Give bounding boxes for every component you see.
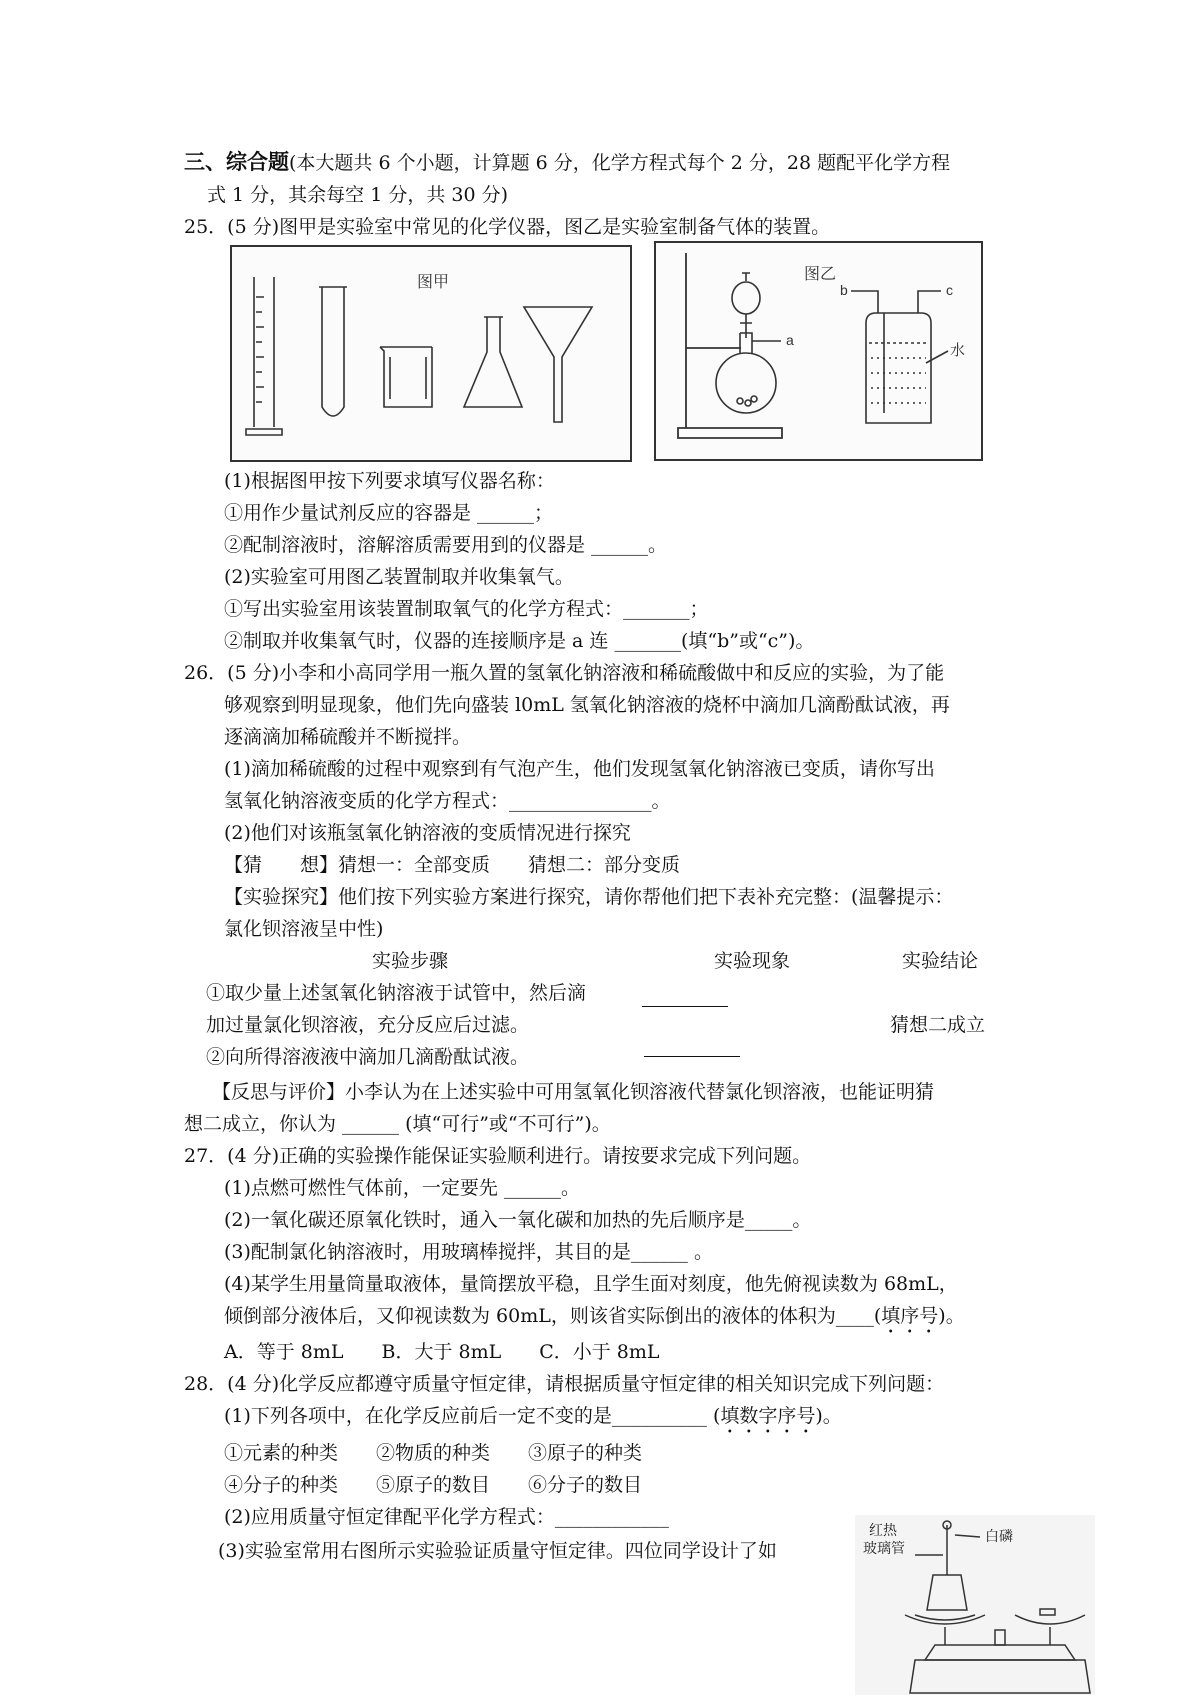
round-flask-icon [716,333,781,413]
q26-reflect-line1: 【反思与评价】小李认为在上述实验中可用氢氧化钡溶液代替氯化钡溶液，也能证明猜 [212,1081,935,1103]
q28-p1-c: )。 [815,1405,842,1427]
q28-options-row1: ①元素的种类 ②物质的种类 ③原子的种类 [224,1442,643,1464]
table-step1-line2: 加过量氯化钡溶液，充分反应后过滤。 [206,1014,530,1036]
q27-p4-line1: (4)某学生用量筒量取液体，量筒摆放平稳，且学生面对刻度，他先俯视读数为 68mL， [224,1273,958,1295]
q28-p2: (2)应用质量守恒定律配平化学方程式：____________ [224,1506,669,1528]
q27-stem: 27．(4 分)正确的实验操作能保证实验顺利进行。请按要求完成下列问题。 [184,1145,812,1167]
separatory-funnel-icon [732,273,760,338]
q25-p2-1: ①写出实验室用该装置制取氧气的化学方程式：_______； [224,598,709,620]
funnel-icon [524,307,592,422]
q26-line3: 逐滴滴加稀硫酸并不断搅拌。 [224,726,472,748]
table-step1-line1: ①取少量上述氢氧化钠溶液于试管中，然后滴 [206,982,587,1004]
q25-p2-2: ②制取并收集氧气时，仪器的连接顺序是 a 连 _______(填“b”或“c”)。 [224,630,815,652]
fig-label-phosphorus: 白磷 [985,1528,1013,1544]
q26-line1: 26．(5 分)小李和小高同学用一瓶久置的氢氧化钠溶液和稀硫酸做中和反应的实验，为了能 [184,662,945,684]
q27-p2: (2)一氧化碳还原氧化铁时，通入一氧化碳和加热的先后顺序是_____。 [224,1209,812,1231]
section-desc-1: (本大题共 6 个小题，计算题 6 分，化学方程式每个 2 分，28 题配平化学方程 [289,152,951,174]
figure-a [230,245,632,462]
label-water: 水 [950,342,966,359]
balance-drawing [855,1515,1095,1695]
q25-p2: (2)实验室可用图乙装置制取并收集氧气。 [224,566,574,588]
q26-p1-line2: 氢氧化钠溶液变质的化学方程式：_______________。 [224,790,671,812]
q26-p2: (2)他们对该瓶氢氧化钠溶液的变质情况进行探究 [224,822,631,844]
label-b: b [840,282,848,298]
fig-label-glass-tube: 玻璃管 [863,1540,905,1556]
table-header-steps: 实验步骤 [372,950,449,972]
q28-options-row2: ④分子的种类 ⑤原子的数目 ⑥分子的数目 [224,1474,643,1496]
q26-guess: 【猜 想】猜想一：全部变质 猜想二：部分变质 [224,854,681,876]
fig-label-hot: 红热 [869,1522,897,1538]
gas-bottle-icon [851,291,948,423]
section-title: 三、综合题 [184,149,289,174]
q25-p1-1: ①用作少量试剂反应的容器是 ______； [224,502,554,524]
test-tube-icon [319,287,347,416]
q27-p3: (3)配制氯化钠溶液时，用玻璃棒搅拌，其目的是______ 。 [224,1241,713,1263]
figure-b [654,241,983,461]
q28-stem: 28．(4 分)化学反应都遵守质量守恒定律，请根据质量守恒定律的相关知识完成下列问题： [184,1373,945,1395]
table-header-phenomenon: 实验现象 [714,950,791,972]
table-header-conclusion: 实验结论 [902,950,979,972]
iron-stand-icon [674,253,782,438]
figure-a-title: 图甲 [417,274,450,291]
q26-explore-line2: 氯化钡溶液呈中性) [224,918,384,940]
q26-p1-line1: (1)滴加稀硫酸的过程中观察到有气泡产生，他们发现氢氧化钠溶液已变质，请你写出 [224,758,935,780]
q26-reflect-line2: 想二成立，你认为 ______ (填“可行”或“不可行”)。 [184,1113,611,1135]
graduated-cylinder-icon [246,277,282,435]
q25-p1: (1)根据图甲按下列要求填写仪器名称： [224,470,555,492]
balance-icon [905,1609,1090,1693]
q27-p4-line2 [224,1304,965,1338]
q28-p1 [224,1404,842,1438]
q27-p4-line2-emph: 填序号 [881,1305,939,1327]
section-header [184,150,950,175]
q26-line2: 够观察到明显现象，他们先向盛装 l0mL 氢氧化钠溶液的烧杯中滴加几滴酚酞试液，再 [224,694,950,716]
q27-options: A．等于 8mL B．大于 8mL C．小于 8mL [224,1341,660,1363]
table-conclusion: 猜想二成立 [890,1014,986,1036]
answer-blank-phenomenon-2[interactable] [644,1056,740,1057]
q26-explore-line1: 【实验探究】他们按下列实验方案进行探究，请你帮他们把下表补充完整：(温馨提示： [224,886,954,908]
figure-b-title: 图乙 [804,266,837,283]
conical-flask-icon [464,317,522,407]
q28-p1-emph: 填数字序号 [720,1405,816,1427]
figure-b-drawing [656,243,981,459]
label-a: a [786,332,794,348]
table-step2: ②向所得溶液液中滴加几滴酚酞试液。 [206,1046,530,1068]
beaker-icon [380,347,432,407]
flask-with-tube-icon [915,1521,980,1620]
q25-p1-2: ②配制溶液时，溶解溶质需要用到的仪器是 ______。 [224,534,668,556]
q28-p1-a: (1)下列各项中，在化学反应前后一定不变的是__________ ( [224,1405,721,1427]
answer-blank-phenomenon-1[interactable] [642,1006,728,1007]
q27-p4-line2-c: )。 [938,1305,965,1327]
balance-figure [855,1515,1095,1695]
q27-p1: (1)点燃可燃性气体前，一定要先 ______。 [224,1177,580,1199]
q28-p3: (3)实验室常用右图所示实验验证质量守恒定律。四位同学设计了如 [218,1540,777,1562]
q25-stem: 25．(5 分)图甲是实验室中常见的化学仪器，图乙是实验室制备气体的装置。 [184,216,831,238]
q27-p4-line2-a: 倾倒部分液体后，又仰视读数为 60mL，则该省实际倒出的液体的体积为____( [224,1305,882,1327]
label-c: c [946,282,953,298]
section-desc-2: 式 1 分，其余每空 1 分，共 30 分) [207,184,509,206]
figure-a-drawing [232,247,630,460]
